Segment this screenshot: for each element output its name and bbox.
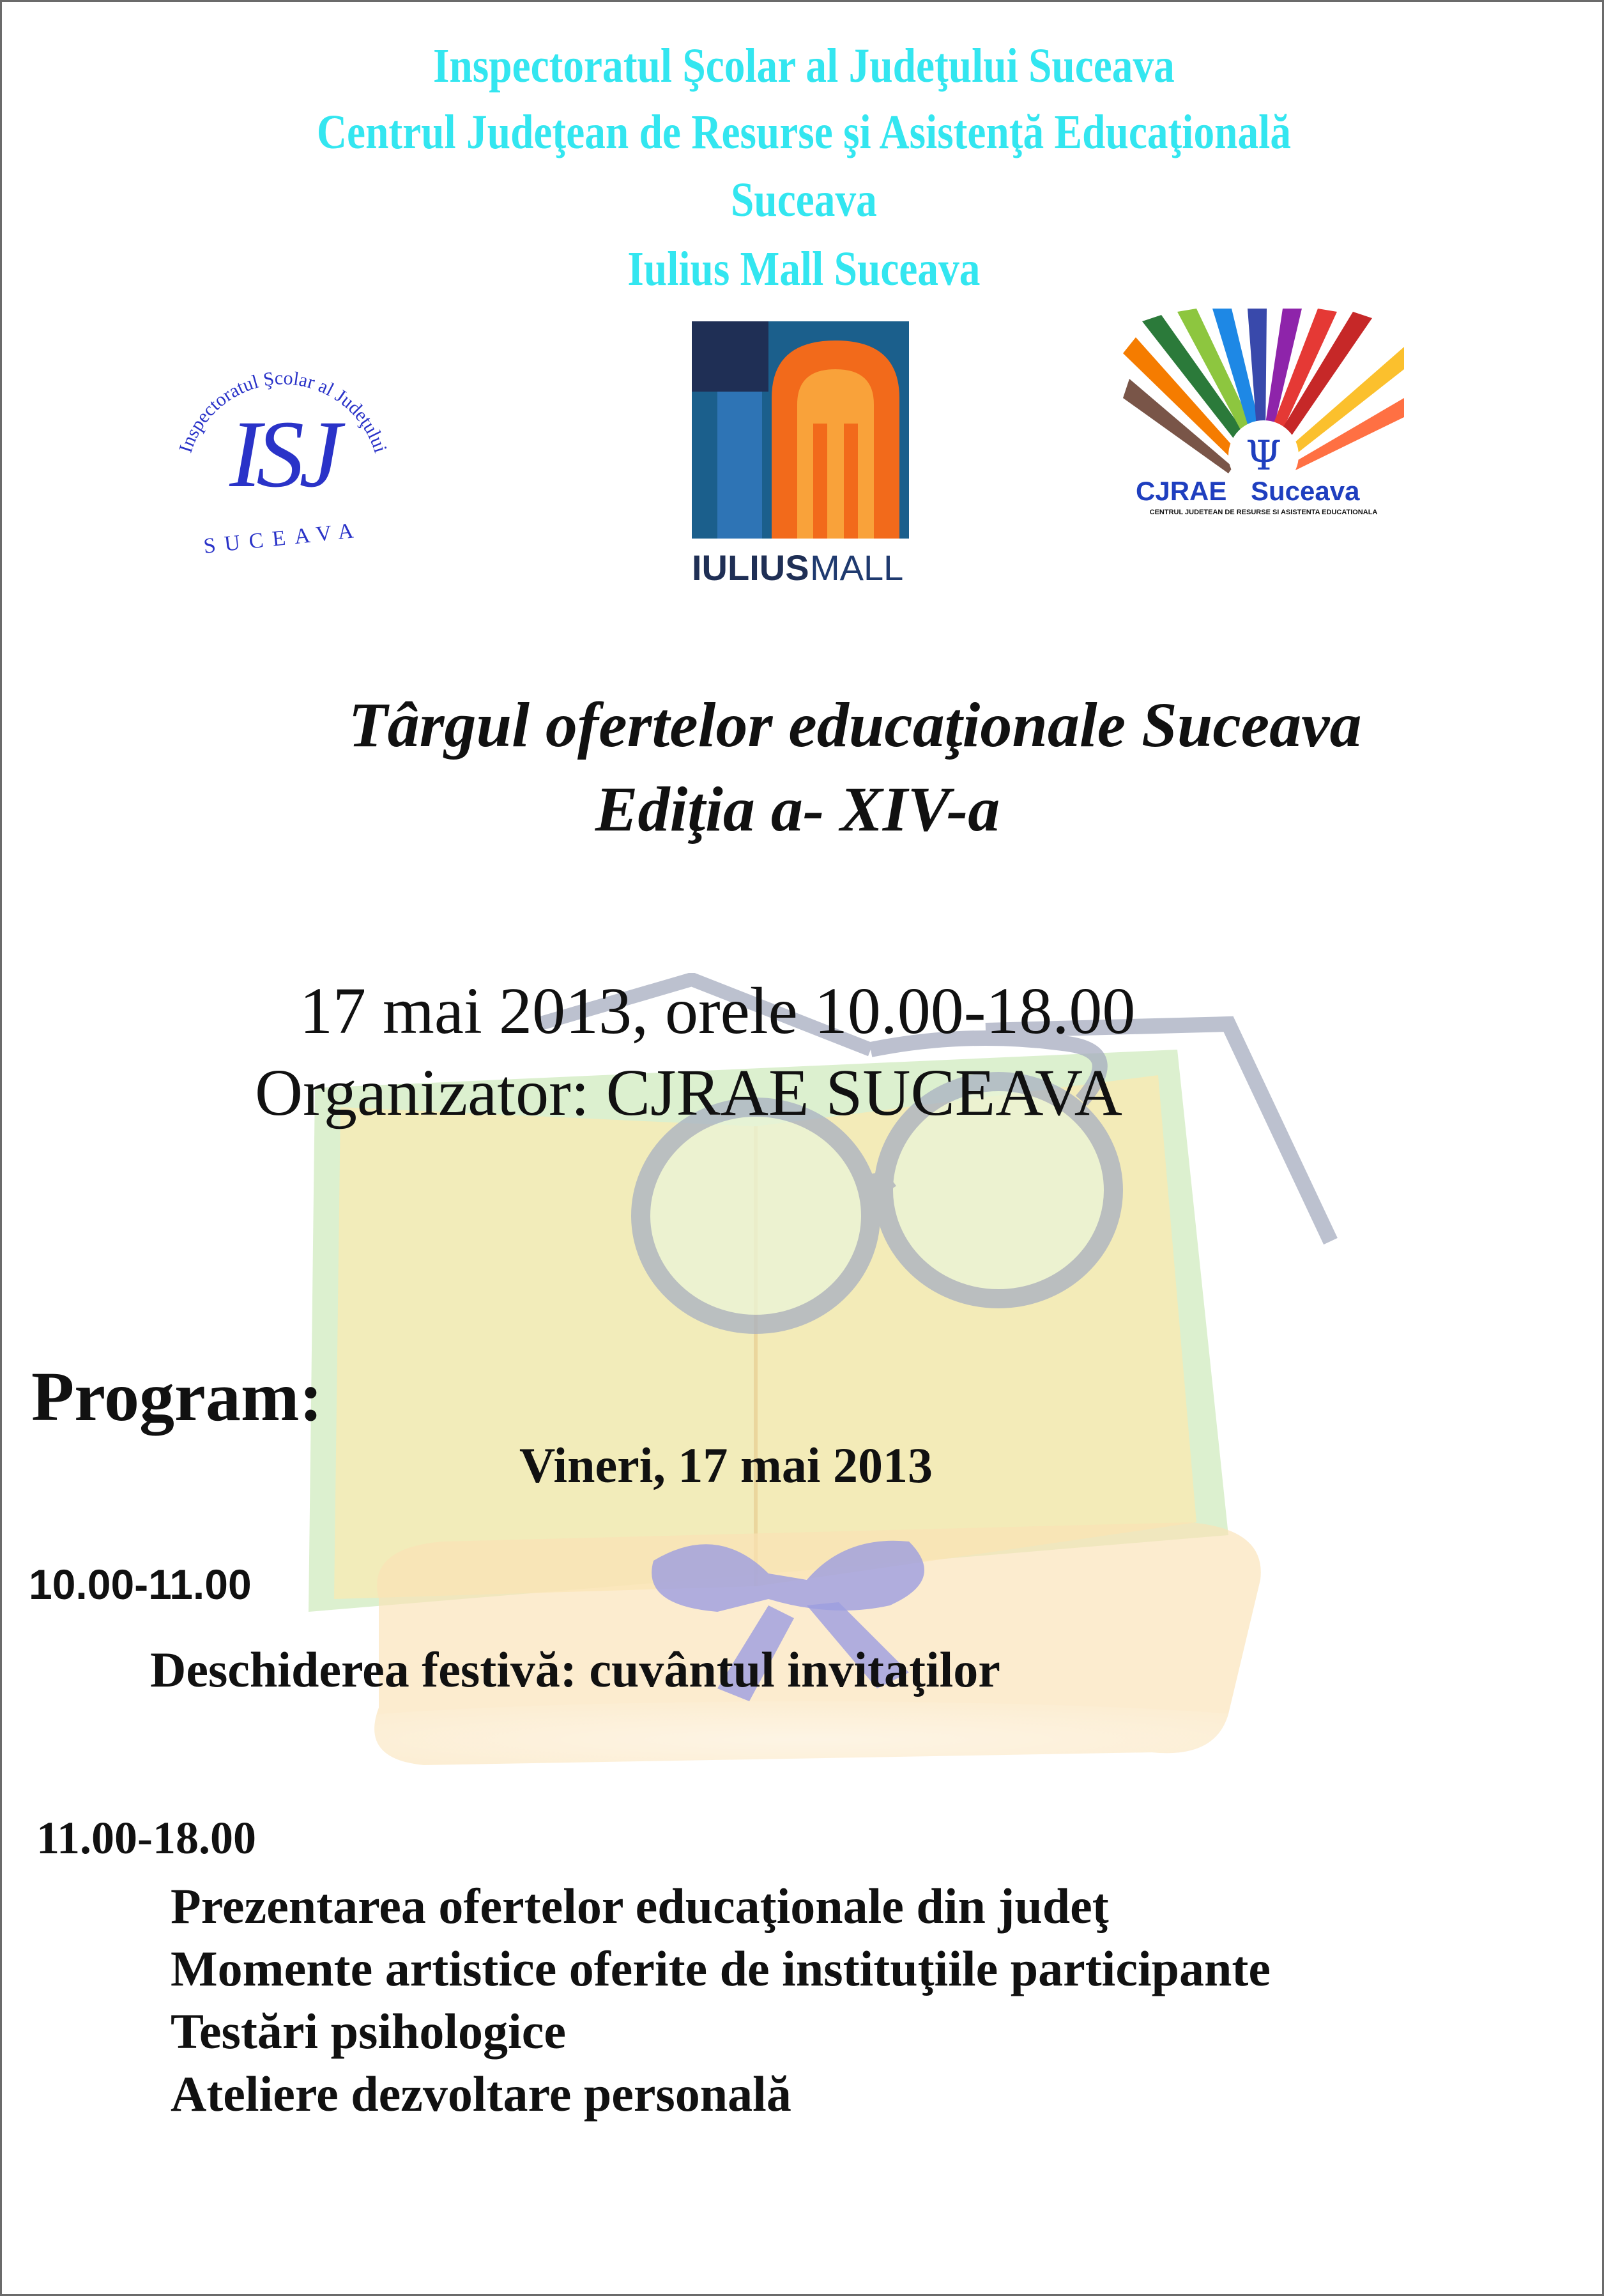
event-date-time: 17 mai 2013, orele 10.00-18.00 <box>300 974 1136 1048</box>
cjrae-name: CJRAE <box>1136 476 1227 506</box>
iulius-logo-column <box>717 392 762 539</box>
slot-2-activity-3: Testări psihologice <box>171 2003 566 2059</box>
iulius-logo-arch-inner <box>797 369 874 539</box>
header-line-city: Suceava <box>731 173 877 227</box>
slot-2-activity-4: Ateliere dezvoltare personală <box>171 2066 791 2122</box>
header-line-mall: Iulius Mall Suceava <box>627 242 981 296</box>
header-line-inspectorate: Inspectoratul Şcolar al Judeţului Suceava <box>432 39 1175 93</box>
fair-title: Târgul ofertelor educaţionale Suceava <box>348 689 1362 760</box>
edition-title: Ediţia a- XIV-a <box>595 774 1000 845</box>
isj-ring-text: Inspectoratul Şcolar al Judeţului <box>174 367 392 455</box>
program-heading: Program: <box>31 1358 323 1435</box>
cjrae-city: Suceava <box>1251 476 1360 506</box>
slot-2-activity-2: Momente artistice oferite de instituţiile participante <box>171 1941 1271 1996</box>
program-day: Vineri, 17 mai 2013 <box>519 1437 933 1493</box>
isj-initials: ISJ <box>229 401 337 507</box>
event-organizer: Organizator: CJRAE SUCEAVA <box>255 1056 1122 1129</box>
iulius-logo-pillar-2 <box>844 424 858 539</box>
slot-2-activity-1: Prezentarea ofertelor educaţionale din judeţ <box>171 1878 1109 1934</box>
iulius-mall-logo <box>692 321 915 590</box>
header-line-cjrae: Centrul Judeţean de Resurse şi Asistenţă Educaţională <box>316 105 1291 159</box>
cjrae-logo <box>1123 309 1404 519</box>
slot-1-activity-1: Deschiderea festivă: cuvântul invitaţilor <box>150 1642 1000 1697</box>
iulius-logo-corner <box>692 321 768 392</box>
isj-bottom-text: SUCEAVA <box>202 518 364 558</box>
psi-icon: Ψ <box>1245 432 1282 480</box>
slot-1-time: 10.00-11.00 <box>29 1561 252 1608</box>
iulius-brand-light: MALL <box>810 547 904 588</box>
iulius-brand-bold: IULIUS <box>692 547 809 588</box>
slot-2-time: 11.00-18.00 <box>36 1812 257 1864</box>
cjrae-subtitle: CENTRUL JUDETEAN DE RESURSE SI ASISTENTA EDUCATIONALA <box>1149 509 1378 516</box>
iulius-logo-pillar-1 <box>813 424 827 539</box>
isj-logo <box>155 321 411 564</box>
